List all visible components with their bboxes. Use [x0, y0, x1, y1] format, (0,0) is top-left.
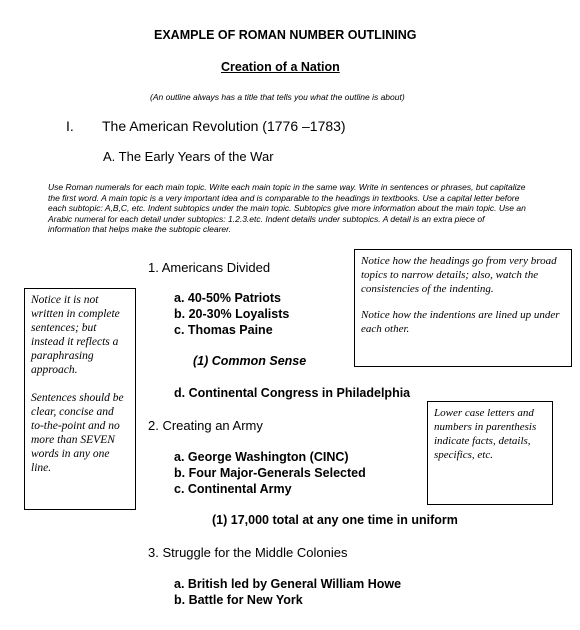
mid-right-note-p1: Lower case letters and numbers in parenthesis indicate facts, details, specifics, etc. [434, 407, 537, 461]
document-title: EXAMPLE OF ROMAN NUMBER OUTLINING [154, 28, 417, 42]
top-right-note-box [354, 249, 572, 367]
item-3b: b. Battle for New York [174, 593, 303, 607]
item-1b: b. 20-30% Loyalists [174, 307, 290, 321]
item-3a: a. British led by General William Howe [174, 577, 402, 591]
left-note-p1: Notice it is not written in complete sentences; but instead it reflects a paraphrasing approach. [31, 294, 120, 376]
item-2b: b. Four Major-Generals Selected [174, 466, 366, 480]
item-2c-1: (1) 17,000 total at any one time in uniform [212, 513, 458, 527]
item-3-heading: 3. Struggle for the Middle Colonies [148, 545, 348, 560]
left-note-p2: Sentences should be clear, concise and to-the-point and no more than SEVEN words in any one line. [31, 392, 124, 474]
item-1c: c. Thomas Paine [174, 323, 273, 337]
mid-right-note-box [427, 401, 553, 505]
section-i-heading: The American Revolution (1776 –1783) [102, 118, 346, 134]
instructions-paragraph: Use Roman numerals for each main topic. Write each main topic in the same way. Write in sentences or phrases, but capitalize the first word. A main topic is a very important idea and is comparable to the headings in textbooks. Use a capital letter before each subtopic: A,B,C, etc. Indent subtopics under the main topic. Subtopics give more information about the main topic. Use an Arabic numeral for each detail under subtopics: 1.2.3.etc. Indent details under subtopics. A detail is an extra piece of information that helps make the subtopic clearer. [48, 182, 526, 234]
item-1a: a. 40-50% Patriots [174, 291, 281, 305]
section-i-numeral: I. [66, 118, 74, 134]
item-2a: a. George Washington (CINC) [174, 450, 349, 464]
document-subtitle: Creation of a Nation [221, 60, 340, 74]
title-note: (An outline always has a title that tells you what the outline is about) [150, 92, 405, 102]
item-1d: d. Continental Congress in Philadelphia [174, 386, 411, 400]
item-2-heading: 2. Creating an Army [148, 418, 263, 433]
left-note-box [24, 288, 136, 510]
item-1c-1: (1) Common Sense [193, 354, 307, 368]
top-right-note-p2: Notice how the indentions are lined up under each other. [361, 309, 560, 335]
item-2c: c. Continental Army [174, 482, 292, 496]
item-1-heading: 1. Americans Divided [148, 260, 271, 275]
section-a-heading: A. The Early Years of the War [103, 149, 274, 164]
top-right-note-p1: Notice how the headings go from very broad topics to narrow details; also, watch the consistencies of the indenting. [361, 255, 557, 295]
